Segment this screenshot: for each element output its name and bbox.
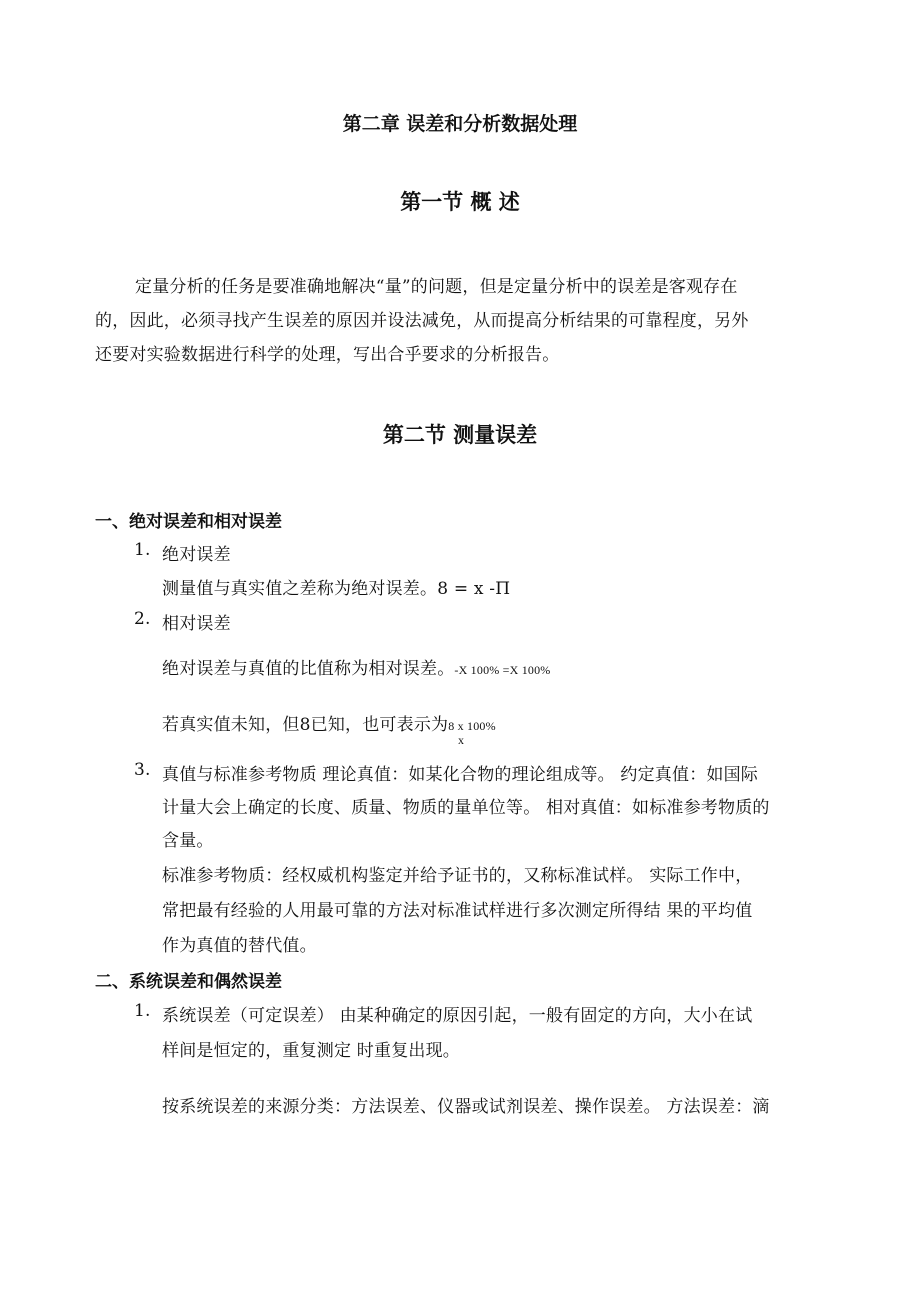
item-number: 1. <box>134 1001 151 1021</box>
item-text <box>162 710 496 735</box>
section1-paragraph-line: 定量分析的任务是要准确地解决“量”的问题，但是定量分析中的误差是客观存在 <box>135 277 738 297</box>
chapter-title: 第二章 误差和分析数据处理 <box>342 113 578 135</box>
item-number: 1. <box>134 540 151 560</box>
formula-denominator: x <box>458 733 464 747</box>
alt-expression-text: 若真实值未知，但8已知，也可表示为 <box>162 715 449 735</box>
item-text-line: 含量。 <box>162 831 214 851</box>
item-number: 2. <box>134 609 151 629</box>
item-text-line: 作为真值的替代值。 <box>162 936 317 956</box>
item-text-line: 标准参考物质：经权威机构鉴定并给予证书的，又称标准试样。 实际工作中， <box>162 866 753 886</box>
item-title: 相对误差 <box>162 614 231 634</box>
item-text-line: 系统误差（可定误差） 由某种确定的原因引起，一般有固定的方向，大小在试 <box>162 1006 753 1026</box>
item-text-line: 常把最有经验的人用最可靠的方法对标准试样进行多次测定所得结 果的平均值 <box>162 901 753 921</box>
item-text: 测量值与真实值之差称为绝对误差。8 = x -П <box>162 579 511 599</box>
item-title: 绝对误差 <box>162 545 231 565</box>
item-text-line: 样间是恒定的，重复测定 时重复出现。 <box>162 1041 461 1061</box>
alt-expression-formula: 8 x 100% <box>448 719 496 733</box>
part1-heading: 一、绝对误差和相对误差 <box>95 512 282 532</box>
part2-heading: 二、系统误差和偶然误差 <box>95 972 282 992</box>
item-paragraph: 按系统误差的来源分类：方法误差、仪器或试剂误差、操作误差。 方法误差：滴 <box>162 1097 770 1117</box>
section1-paragraph-line: 的，因此，必须寻找产生误差的原因并设法减免，从而提高分析结果的可靠程度，另外 <box>95 311 749 331</box>
section1-paragraph-line: 还要对实验数据进行科学的处理，写出合乎要求的分析报告。 <box>95 345 560 365</box>
relative-error-text: 绝对误差与真值的比值称为相对误差。 <box>162 659 455 679</box>
item-text-line: 计量大会上确定的长度、质量、物质的量单位等。 相对真值：如标准参考物质的 <box>162 798 770 818</box>
relative-error-formula: -X 100% =X 100% <box>454 663 551 677</box>
item-text <box>162 654 551 679</box>
item-number: 3. <box>134 760 151 780</box>
section1-title: 第一节 概 述 <box>400 190 520 214</box>
item-text-line: 真值与标准参考物质 理论真值：如某化合物的理论组成等。 约定真值：如国际 <box>162 765 759 785</box>
section2-title: 第二节 测量误差 <box>382 423 538 447</box>
